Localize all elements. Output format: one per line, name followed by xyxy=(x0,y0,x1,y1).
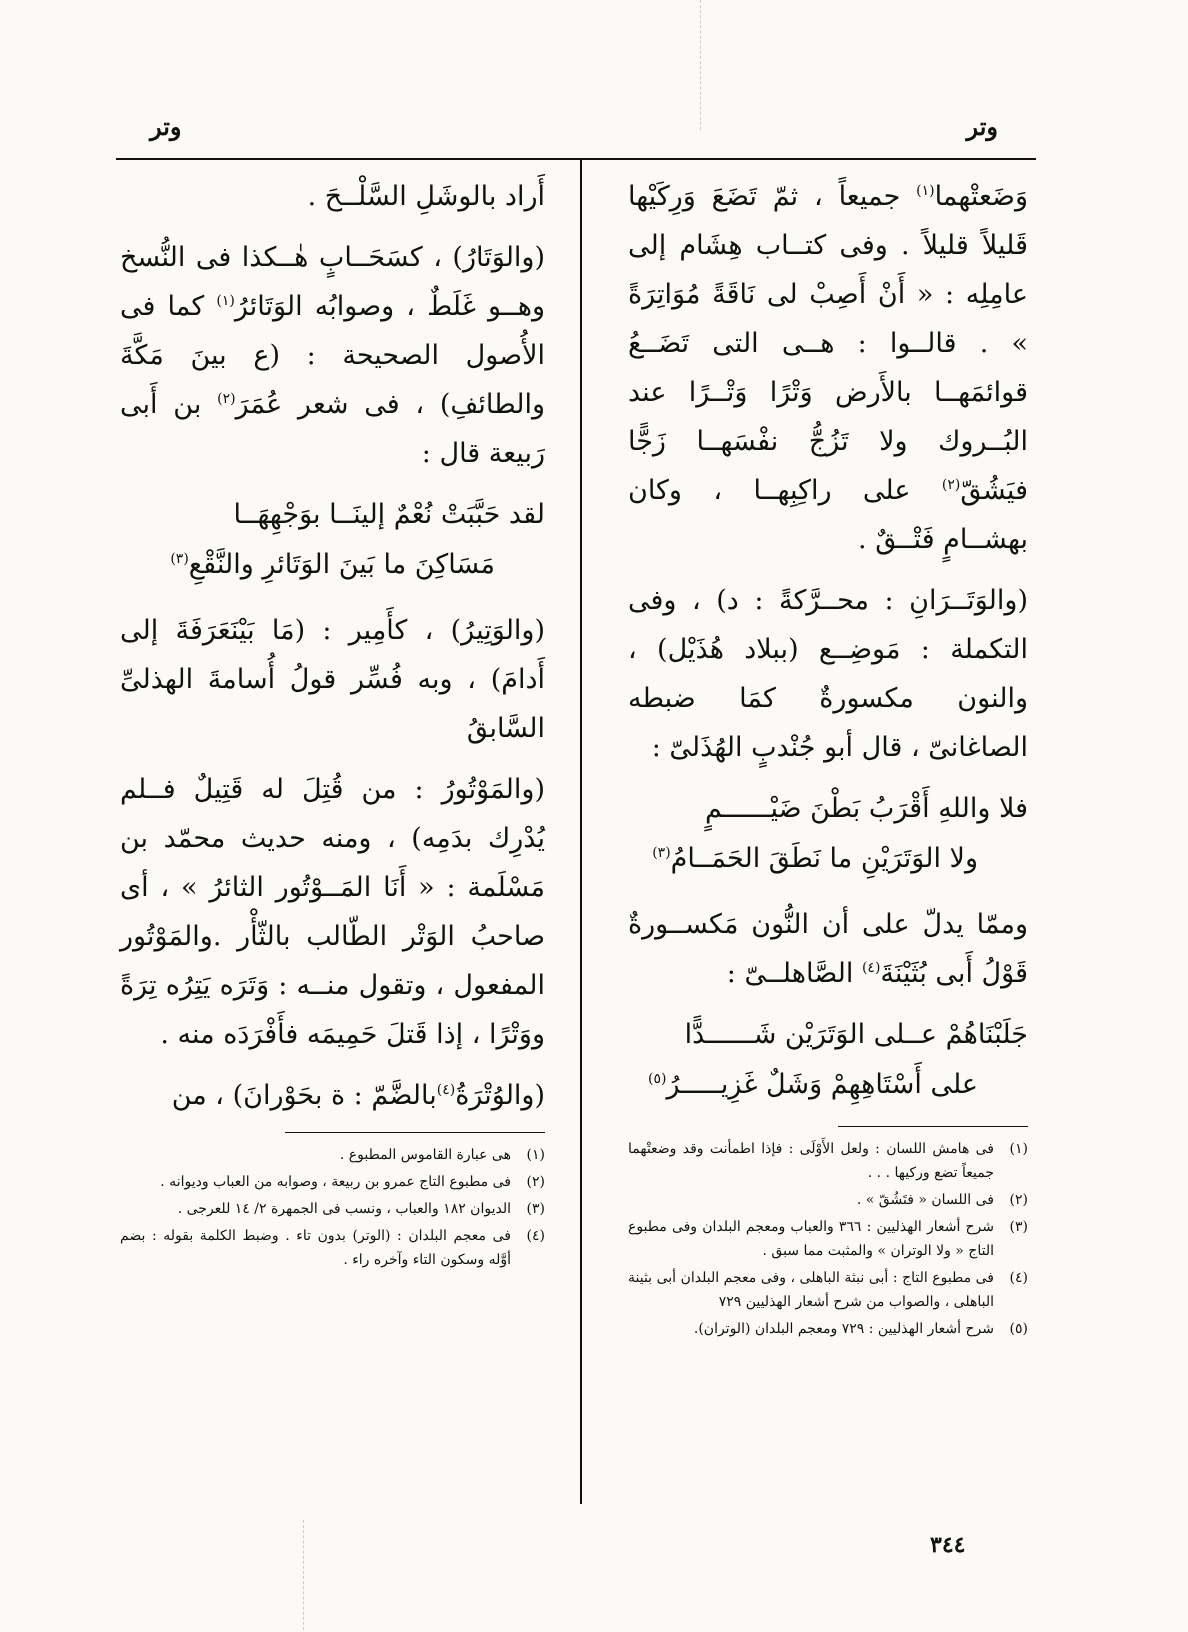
footnote: (٢) فى مطبوع التاج عمرو بن ربيعة ، وصوابه من العباب وديوانه . xyxy=(160,1174,545,1190)
verse-hemistich: مَسَاكِنَ ما بَينَ الوَتَائرِ والنَّقْعِ$^{(٣)}$ xyxy=(170,549,495,580)
footnote-mark: (٥) xyxy=(647,1071,667,1087)
running-head-right: وتر xyxy=(966,112,998,141)
footnote-mark: (١) xyxy=(216,293,235,309)
left-column xyxy=(120,172,545,1275)
verse-hemistich: لقد حَبَّبَتْ نُعْمٌ إلينَــا بوَجْهِهَــا xyxy=(233,499,545,530)
entry-paragraph: وَضَعتْهما$^{(١)}$ جميعاً ، ثمّ تَضَعَ وَرِكَيْها قَليلاً قليلاً . وفى كتــاب هِشَام إلى عامِلِه : « أَنْ أَصِبْ لى نَاقَةً مُوَاتِرَةً » . قالــوا : هــى التى تَضَــعُ قوائمَهــا بالأَرض وَتْرًا وَتْــرًا عند البُــروك ولا تَزُجُّ نفْسَهــا زَجًّا فيَشُقّ$^{(٢)}$ على راكِبِهــا ، وكان بهشــامٍ فَتْــقٌ . xyxy=(628,181,1028,555)
footnote: (٣) شرح أشعار الهذليين : ٣٦٦ والعباب ومعجم البلدان وفى مطبوع التاج « ولا الوتران » والمثبت مما سبق . xyxy=(628,1219,1028,1259)
footnote-mark: (٤) xyxy=(436,1082,456,1098)
verse-hemistich: فلا واللهِ أَقْرَبُ بَطْنَ ضَيْــــــمٍ xyxy=(705,793,1028,824)
column-divider xyxy=(580,158,582,1504)
footnote-mark: (٣) xyxy=(652,845,671,861)
footnote: (٣) الديوان ١٨٢ والعباب ، ونسب فى الجمهرة ٢/ ١٤ للعرجى . xyxy=(177,1201,545,1217)
verse-hemistich: جَلَبْنَاهُمْ عــلى الوَتَرَيْن شَــــــدًّا xyxy=(684,1019,1028,1050)
entry-paragraph: (والمَوْتُورُ : من قُتِلَ له قَتِيلٌ فــلم يُدْرِك بدَمِه) ، ومنه حديث محمّد بن مَسْلَمة : « أَنَا المَــوْتُور الثائرُ » ، أى صاحبُ الوَتْر الطّالب بالثّأْر .والمَوْتُور المفعول ، وتقول منــه : وَتَرَه يَتِرُه تِرَةً ووَتْرًا ، إذا قَتلَ حَمِيمَه فأَفْرَدَه منه . xyxy=(120,774,545,1050)
footnote-mark: (١) xyxy=(916,183,935,199)
footnote: (٥) شرح أشعار الهذليين : ٧٢٩ ومعجم البلدان (الوتران). xyxy=(693,1321,1028,1337)
footnote: (٤) فى معجم البلدان : (الوتر) بدون تاء . وضبط الكلمة بقوله : بضم أوَّله وسكون التاء وآخره راء . xyxy=(120,1228,545,1268)
scan-crease xyxy=(303,1520,304,1630)
right-column xyxy=(628,172,1028,1344)
header-rule xyxy=(116,158,1036,160)
footnote: (٢) فى اللسان « فتَشُقّ » . xyxy=(856,1192,1028,1208)
verse xyxy=(120,490,545,590)
footnote-mark: (٢) xyxy=(941,477,961,493)
entry-paragraph: (والوَتَــرَانِ : محــرَّكةً : د) ، وفى التكملة : مَوضِــع (ببلاد هُذَيْل) ، والنون مكسورةٌ كمَا ضبطه الصاغانىّ ، قال أبو جُنْدبٍ الهُذَلىّ : xyxy=(628,585,1028,763)
verse-hemistich: ولا الوَتَرَيْنِ ما نَطَقَ الحَمَــامُ$^{(٣)}$ xyxy=(652,843,978,874)
page-number: ٣٤٤ xyxy=(930,1532,966,1558)
footnote-mark: (٢) xyxy=(217,391,236,407)
entry-paragraph: وممّا يدلّ على أن النُّون مَكســورةٌ قَوْلُ أَبى بُثَيْنَةَ$^{(٤)}$ الصَّاهلــىّ : xyxy=(628,909,1028,989)
entry-paragraph: (والوَتِيرُ) ، كأَمِير : (مَا بَيْنَعَرَفَةَ إلى أَدامَ) ، وبه فُسِّر قولُ أُسامةَ الهذلىِّ السَّابقُ xyxy=(120,615,545,744)
verse xyxy=(628,784,1028,884)
footnote-mark: (٤) xyxy=(861,960,881,976)
footnote-mark: (٣) xyxy=(170,551,189,567)
entry-paragraph: أَراد بالوشَلِ السَّلْــحَ . xyxy=(307,181,545,212)
entry-paragraph: (والوَتَارُ) ، كسَحَــابٍ هٰــكذا فى النُّسخ وهــو غَلَطٌ ، وصوابُه الوَتَائرُ$^{(١)}$ كما فى الأُصول الصحيحة : (ع بينَ مَكَّةَ والطائفِ) ، فى شعر عُمَرَ$^{(٢)}$ بن أَبى رَبيعة قال : xyxy=(120,242,545,469)
running-head-left: وتر xyxy=(150,112,182,141)
footnote: (١) فى هامش اللسان : ولعل الأَوْلَى : فإذا اطمأنت وقد وضعتْهما جميعاً تضع وركيها . . . xyxy=(628,1141,1028,1181)
footnote: (٤) فى مطبوع التاج : أبى نبثة الباهلى ، وفى معجم البلدان أبى بثينة الباهلى ، والصواب من شرح أشعار الهذليين ٧٢٩ xyxy=(628,1270,1028,1310)
scan-crease xyxy=(700,0,701,130)
footnote-rule xyxy=(285,1132,545,1133)
entry-paragraph: (والوُتْرَةُ$^{(٤)}$بالضَّمّ : ة بحَوْرانَ) ، من xyxy=(171,1080,545,1111)
footnote: (١) هى عبارة القاموس المطبوع . xyxy=(339,1147,545,1163)
verse xyxy=(628,1010,1028,1110)
footnote-rule xyxy=(838,1126,1028,1127)
verse-hemistich: على أَسْتَاهِهِمْ وَشَلٌ غَزِيـــــرُ$^{(٥)}$ xyxy=(647,1069,978,1100)
